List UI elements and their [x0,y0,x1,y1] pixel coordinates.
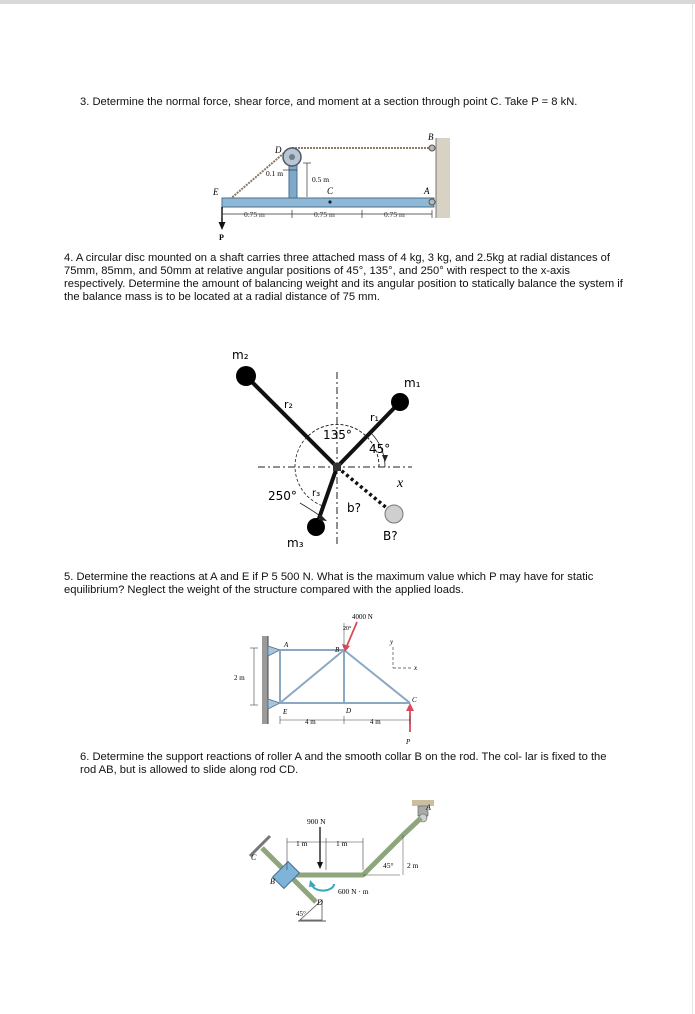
fig3-label-c: C [327,186,334,196]
fig6-label-a: A [426,803,431,812]
fig6-label-2m: 2 m [407,861,419,870]
fig4-label-m2: m₂ [232,348,249,362]
fig6-moment [312,884,334,891]
fig4-label-m3: m₃ [287,536,304,550]
fig6-label-b: B [270,877,275,886]
fig3-dim-05: 0.5 m [312,175,330,184]
fig3-dim-seg3: 0.75 m [384,210,405,219]
fig4-label-B: B? [383,529,398,543]
fig3-label-e: E [213,187,219,197]
fig3-label-p: P [219,233,224,242]
fig4-label-b: b? [347,501,361,515]
fig4-label-135: 135° [323,428,352,442]
fig6-label-angle-right: 45° [383,861,394,870]
problem-3-text: 3. Determine the normal force, shear force, and moment at a section through point C. Take P = 8 kN. [80,96,578,108]
fig4-label-x: x [397,476,404,491]
fig5-label-a: A [284,641,289,649]
fig5-label-b: B [335,646,340,654]
fig3-label-d: D [275,145,282,155]
fig5-label-height: 2 m [234,674,245,682]
problem-4-text: 4. A circular disc mounted on a shaft carries three attached mass of 4 kg, 3 kg, and 2.5kg at radial distances of 75mm, 85mm, and 50mm at relative angular positions of 45°, 135°, and 250° with respect to the x-axis respectively. Determine the amount of balancing weight and its angular position to statically balance the system if the balance mass is to be located at a radial distance of 75 mm. [64,252,623,303]
fig3-dim-seg1: 0.75 m [244,210,265,219]
fig5-label-e: E [283,708,288,716]
fig5-label-x: x [414,664,418,672]
fig5-label-force: 4000 N [352,613,373,621]
fig4-label-m1: m₁ [404,376,421,390]
fig4-label-45: 45° [369,442,391,456]
fig5-label-angle: 20° [343,626,352,632]
fig6-label-dim2: 1 m [336,839,348,848]
fig4-label-250: 250° [268,489,297,503]
problem-6-text: 6. Determine the support reactions of roller A and the smooth collar B on the rod. The col- lar is fixed to the rod AB, but is allowed to slide along rod CD. [80,751,607,776]
fig4-label-r3: r₃ [312,488,321,499]
fig3-label-b: B [428,132,434,142]
problem-5-text: 5. Determine the reactions at A and E if P 5 500 N. What is the maximum value which P may have for static equilibrium? Neglect the weight of the structure compared with the applied loads. [64,571,594,596]
fig6-label-load: 900 N [307,817,326,826]
fig3-label-a: A [424,186,430,196]
fig6-label-dim1: 1 m [296,839,308,848]
fig3-dim-seg2: 0.75 m [314,210,335,219]
fig6-label-angle-bottom: 45° [296,910,306,918]
fig5-label-span2: 4 m [370,718,381,726]
fig5-label-y: y [390,638,394,646]
fig6-label-moment: 600 N · m [338,887,369,896]
fig4-label-r1: r₁ [370,411,379,424]
fig5-label-p: P [406,738,411,746]
fig4-label-r2: r₂ [284,398,293,411]
fig6-label-d: D [317,898,323,907]
fig3-dim-01: 0.1 m [266,169,284,178]
fig5-label-d: D [346,707,352,715]
fig5-label-c: C [412,696,417,704]
fig5-label-span1: 4 m [305,718,316,726]
fig6-label-c: C [251,853,257,862]
